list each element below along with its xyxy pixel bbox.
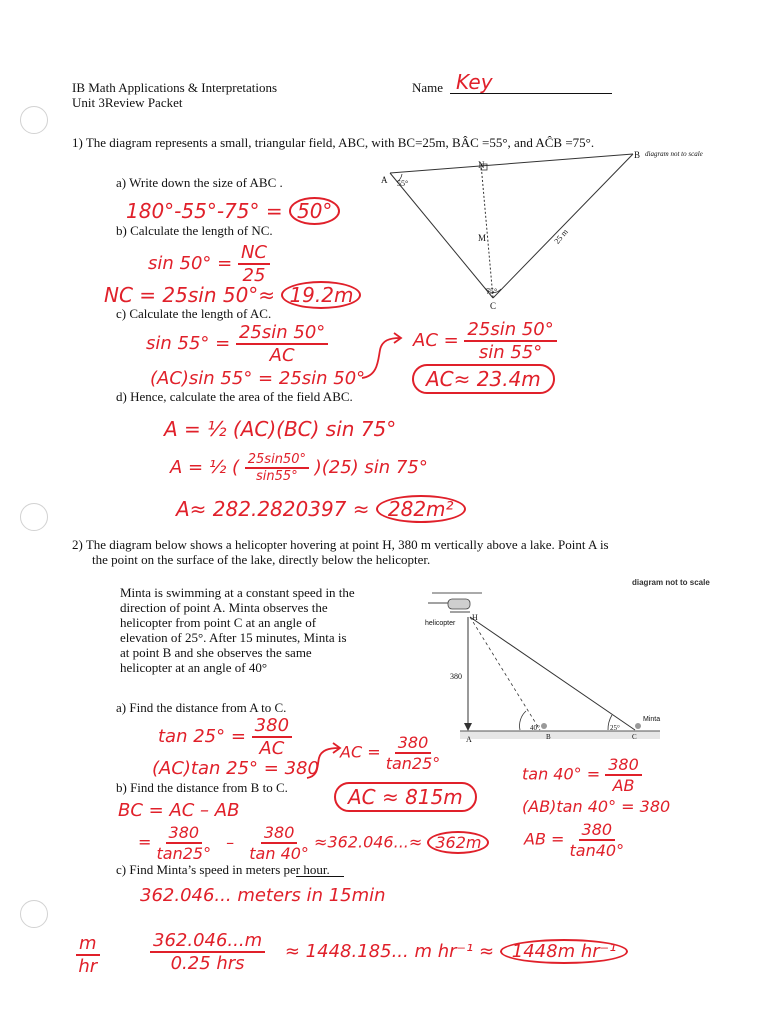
q1d-line2-num: 25sin50° xyxy=(245,452,309,469)
q1b-lhs: sin 50° = xyxy=(148,253,233,274)
q1d-line2-den: sin55° xyxy=(256,469,298,484)
punch-hole-middle xyxy=(20,503,48,531)
q2b-fraction1 xyxy=(157,823,212,863)
q2-side-cross: (AB)tan 40° = 380 xyxy=(522,797,671,816)
q1c-lhs: sin 55° = xyxy=(146,333,231,354)
q2-side-result xyxy=(524,820,624,860)
q1d-line1: A = ½ (AC)(BC) sin 75° xyxy=(164,417,397,441)
q1-angle-c: 75° xyxy=(486,287,498,296)
q2b-den1: tan25° xyxy=(156,844,212,863)
q2a-result xyxy=(340,733,440,773)
q1d-text: d) Hence, calculate the area of the field ABC. xyxy=(116,389,353,404)
q1-side-length: 25 m xyxy=(552,227,570,246)
q2-side-fraction xyxy=(605,755,642,795)
q2c-num: 362.046...m xyxy=(150,930,265,953)
q1-angle-a: 55° xyxy=(397,179,409,188)
q2b-fraction2 xyxy=(249,823,309,863)
q1c-den: AC xyxy=(269,345,295,366)
q2-side-res-num: 380 xyxy=(579,820,616,841)
q1b-work xyxy=(104,283,361,307)
q2b-approx: ≈362.046...≈ xyxy=(314,832,423,852)
unit-title: Unit 3Review Packet xyxy=(72,95,183,110)
q2-para-line: Minta is swimming at a constant speed in the xyxy=(120,585,355,600)
q2-para-line: helicopter at an angle of 40° xyxy=(120,660,268,675)
q2-side-lhs: tan 40° = xyxy=(522,764,601,784)
q1c-ratio xyxy=(146,322,328,366)
q2a-fraction xyxy=(252,715,292,759)
q2b-line2 xyxy=(138,823,489,863)
q2c-text xyxy=(116,862,330,877)
q1b-text: b) Calculate the length of NC. xyxy=(116,223,273,238)
q1d-line3-expr: A≈ 282.2820397 ≈ xyxy=(176,497,370,521)
q2c-left-num: m xyxy=(76,933,100,956)
q1-prompt: 1) The diagram represents a small, triangular field, ABC, with BC=25m, BÂC =55°, and AĈB =75°. xyxy=(72,135,595,150)
q2-side-res-fraction xyxy=(570,820,625,860)
q2-label-h: H xyxy=(472,613,478,622)
q2c-text-label: c) Find Minta’s speed in meters per hour. xyxy=(116,862,330,877)
q1d-answer: 282m² xyxy=(376,495,466,523)
q1a-text: a) Write down the size of ABC . xyxy=(116,175,283,190)
q1c-res-den: sin 55° xyxy=(478,342,543,363)
q2-label-c: C xyxy=(632,733,637,741)
q1b-num: NC xyxy=(238,242,270,265)
q1d-line2-a: A = ½ ( xyxy=(170,457,240,478)
q2-side-res-den: tan40° xyxy=(569,841,625,860)
q2b-den2: tan 40° xyxy=(249,844,309,863)
punch-hole-bottom xyxy=(20,900,48,928)
q2a-arrow xyxy=(305,742,343,782)
q2b-minus: – xyxy=(226,832,235,852)
q1d-line3 xyxy=(176,497,466,521)
q2b-num1: 380 xyxy=(166,823,203,844)
q2-label-helicopter: helicopter xyxy=(425,620,456,627)
q2b-num2: 380 xyxy=(261,823,298,844)
q1c-result xyxy=(413,319,557,363)
q2a-res-den: tan25° xyxy=(385,754,441,773)
q2a-den: AC xyxy=(259,738,285,759)
q2a-answer: AC ≈ 815m xyxy=(334,782,477,812)
q2c-fraction xyxy=(150,930,265,974)
q2-prompt-line2: the point on the surface of the lake, directly below the helicopter. xyxy=(92,552,431,567)
q2c-answer: 1448m hr⁻¹ xyxy=(500,939,629,964)
q2c-left-den: hr xyxy=(78,956,98,977)
q1c-answer: AC≈ 23.4m xyxy=(412,364,555,394)
q2-angle-25: 25° xyxy=(610,724,620,732)
q2-label-minta: Minta xyxy=(643,716,661,723)
q1c-res-fraction xyxy=(464,319,556,363)
q2a-res-fraction xyxy=(386,733,441,773)
q2c-underline xyxy=(296,876,344,877)
q2a-ratio xyxy=(158,715,292,759)
q2-angle-40: 40° xyxy=(530,724,540,732)
q1b-ratio xyxy=(148,242,270,286)
q2-label-height: 380 xyxy=(450,672,462,681)
q2a-num: 380 xyxy=(252,715,292,738)
q1b-den: 25 xyxy=(242,265,266,286)
q2c-den: 0.25 hrs xyxy=(170,953,245,974)
q1c-res-lhs: AC = xyxy=(413,330,459,351)
q2b-eq: = xyxy=(138,832,152,852)
q1b-work-expr: NC = 25sin 50°≈ xyxy=(104,283,276,307)
q2a-res-num: 380 xyxy=(395,733,432,754)
q2-para-line: helicopter from point C at an angle of xyxy=(120,615,317,630)
q2-side-num: 380 xyxy=(605,755,642,776)
q2-side-den: AB xyxy=(612,776,635,795)
q2c-units xyxy=(76,933,100,977)
q1c-res-num: 25sin 50° xyxy=(464,319,556,342)
q1a-work-expr: 180°-55°-75° = xyxy=(126,199,283,223)
q2b-answer: 362m xyxy=(427,831,489,854)
q1c-arrow xyxy=(360,330,405,382)
q2-diagram-note: diagram not to scale xyxy=(632,578,710,587)
q2a-lhs: tan 25° = xyxy=(158,726,246,747)
q1a-answer: 50° xyxy=(289,197,340,225)
q1-label-c: C xyxy=(490,301,497,311)
q2-para-line: direction of point A. Minta observes the xyxy=(120,600,328,615)
q1-label-m: M xyxy=(478,233,487,243)
q2a-text: a) Find the distance from A to C. xyxy=(116,700,287,715)
q2c-line1: 362.046... meters in 15min xyxy=(140,885,386,906)
q2c-calc xyxy=(150,930,628,974)
q1c-num: 25sin 50° xyxy=(236,322,328,345)
course-title: IB Math Applications & Interpretations xyxy=(72,80,278,95)
q2c-units-fraction xyxy=(76,933,100,977)
q2-para-line: at point B and she observes the same xyxy=(120,645,312,660)
q1-label-b: B xyxy=(634,150,641,160)
q1b-answer: 19.2m xyxy=(281,281,361,309)
q2a-cross: (AC)tan 25° = 380 xyxy=(152,758,319,779)
q1c-cross: (AC)sin 55° = 25sin 50° xyxy=(150,368,366,389)
q1b-fraction xyxy=(238,242,270,286)
punch-hole-top xyxy=(20,106,48,134)
q1-label-a: A xyxy=(381,175,388,185)
q2-para-line: elevation of 25°. After 15 minutes, Minta is xyxy=(120,630,347,645)
q1-diagram-note: diagram not to scale xyxy=(645,150,703,158)
q2-paragraph xyxy=(120,585,355,675)
name-value: Key xyxy=(456,70,493,94)
name-label: Name xyxy=(412,80,444,95)
q2c-approx: ≈ 1448.185... m hr⁻¹ ≈ xyxy=(284,941,495,962)
q1d-line2 xyxy=(170,452,428,484)
q2-label-a: A xyxy=(466,735,472,744)
q2b-line1: BC = AC – AB xyxy=(118,800,240,821)
q2-side-ratio xyxy=(522,755,642,795)
q2-prompt-line1: 2) The diagram below shows a helicopter hovering at point H, 380 m vertically above a lake. Point A is xyxy=(72,537,609,552)
q1c-fraction xyxy=(236,322,328,366)
q2a-res-lhs: AC = xyxy=(340,742,381,762)
q1a-work xyxy=(126,199,340,223)
q1-label-n: N xyxy=(478,160,485,170)
q2-label-b: B xyxy=(546,733,551,741)
q2-side-res-lhs: AB = xyxy=(524,829,565,849)
q1d-line2-fraction xyxy=(245,452,309,484)
q2b-text: b) Find the distance from B to C. xyxy=(116,780,288,795)
q1c-text: c) Calculate the length of AC. xyxy=(116,306,272,321)
q1d-line2-b: )(25) sin 75° xyxy=(314,457,428,478)
